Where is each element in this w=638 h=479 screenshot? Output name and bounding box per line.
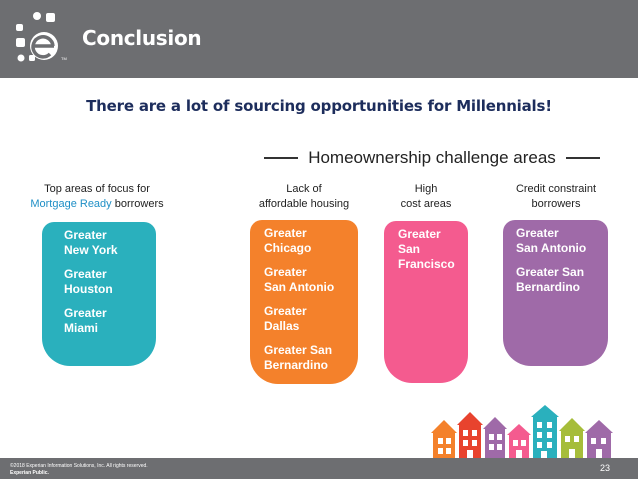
region-item: Greater San Bernardino <box>516 265 585 294</box>
challenge-areas-title: Homeownership challenge areas <box>308 148 556 167</box>
column-heading-line: Lack of <box>286 183 322 195</box>
column-heading-line: Top areas of focus for <box>44 183 150 195</box>
region-item: Greater San Antonio <box>516 226 587 255</box>
column-heading-affordable-housing <box>236 182 372 212</box>
region-item: Greater Houston <box>64 267 113 296</box>
card-high-cost <box>384 221 468 383</box>
region-item: Greater San Antonio <box>264 265 335 294</box>
experian-logo-icon <box>12 10 72 68</box>
page-number: 23 <box>600 463 611 473</box>
column-heading-line: borrowers <box>531 198 581 210</box>
column-heading-mortgage-ready <box>8 182 186 212</box>
column-heading-line <box>8 197 186 212</box>
copyright-text: ©2018 Experian Information Solutions, Inc. All rights reserved. <box>10 463 148 469</box>
classification-text: Experian Public. <box>10 470 49 476</box>
headline: There are a lot of sourcing opportunities for Millennials! <box>86 97 552 115</box>
column-heading-line: High <box>414 183 438 195</box>
region-item: Greater Dallas <box>264 304 307 333</box>
svg-text:TM: TM <box>61 56 67 61</box>
region-item: Greater New York <box>64 228 118 257</box>
challenge-areas-header <box>254 147 610 169</box>
column-heading-credit-constraint <box>500 182 612 212</box>
mortgage-ready-accent: Mortgage Ready <box>30 198 112 210</box>
houses-illustration-icon <box>431 404 621 460</box>
region-item: Greater Miami <box>64 306 107 335</box>
region-item: Greater San Francisco <box>398 227 455 271</box>
card-affordable-housing <box>250 220 358 384</box>
page-title: Conclusion <box>82 26 202 50</box>
header-bar <box>0 0 638 78</box>
column-heading-line: affordable housing <box>258 198 350 210</box>
column-heading-line: Credit constraint <box>515 183 597 195</box>
region-item: Greater Chicago <box>264 226 312 255</box>
divider-line-right <box>566 157 600 159</box>
column-heading-rest: borrowers <box>111 198 164 210</box>
column-heading-high-cost <box>386 182 466 212</box>
card-mortgage-ready <box>42 222 156 366</box>
column-heading-line: cost areas <box>400 198 452 210</box>
divider-line-left <box>264 157 298 159</box>
region-item: Greater San Bernardino <box>264 343 333 372</box>
card-credit-constraint <box>503 220 608 366</box>
